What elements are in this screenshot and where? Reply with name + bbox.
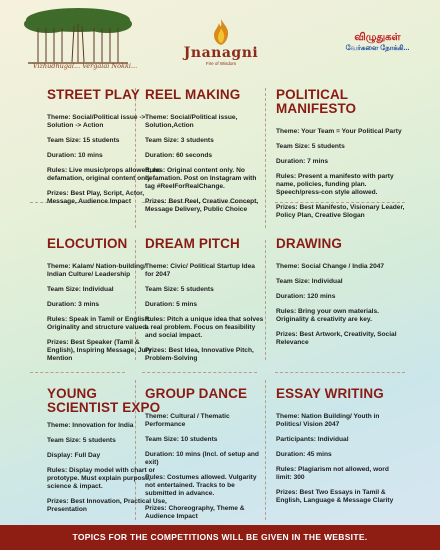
competition-rules: Rules: Plagiarism not allowed, word limit: 300: [276, 466, 389, 481]
competition-title: REEL MAKING: [145, 87, 241, 102]
competition-theme: Theme: Nation Building/ Youth in Politics/ Vision 2047: [276, 413, 380, 428]
competition-title: POLITICAL MANIFESTO: [276, 87, 357, 116]
jnanagni-logo: [176, 18, 266, 76]
tamil-logo: [330, 32, 425, 54]
competition-essay-writing: [276, 387, 401, 512]
competition-theme: Theme: Social/Political issue, Solution,Action: [145, 114, 238, 129]
competition-title: STREET PLAY: [47, 87, 140, 102]
competition-team-size: Team Size: 15 students: [47, 137, 120, 144]
competitions-grid: [30, 80, 420, 525]
competition-rules: Rules: Original content only. No defamation. Post on Instagram with tag #ReelForRealChange.: [145, 167, 257, 190]
competition-team-size: Team Size: 10 students: [145, 436, 218, 443]
competition-team-size: Team Size: 3 students: [145, 137, 214, 144]
competition-duration: Duration: 3 mins: [47, 301, 100, 308]
competition-theme: Theme: Social Change / India 2047: [276, 263, 385, 270]
divider: [265, 88, 266, 228]
competition-team-size: Team Size: 5 students: [276, 143, 345, 150]
competition-team-size: Team Size: 5 students: [47, 437, 116, 444]
competition-theme: Theme: Innovation for India: [47, 422, 134, 429]
competition-duration: Duration: 10 mins (Incl. of setup and exit): [145, 451, 259, 466]
divider: [265, 380, 266, 520]
competition-rules: Rules: Display model with chart or prototype. Must explain purpose, science & impact.: [47, 467, 156, 490]
divider: [30, 372, 125, 373]
competition-duration: Duration: 10 mins: [47, 152, 103, 159]
competition-duration: Duration: 60 seconds: [145, 152, 213, 159]
competition-rules: Rules: Bring your own materials. Originality & creativity are key.: [276, 308, 379, 323]
competition-title: DRAWING: [276, 236, 342, 251]
brand-name: Jnanagni: [183, 45, 259, 61]
competition-theme: Theme: Your Team = Your Political Party: [276, 128, 402, 135]
competition-rules: Rules: Speak in Tamil or English. Originality and structure valued.: [47, 316, 151, 331]
flame-icon: [210, 18, 232, 46]
tree-caption: Vizhudhugal... Vergalai Nokki...: [32, 62, 138, 70]
competition-prizes: Prizes: Best Artwork, Creativity, Social Relevance: [276, 331, 397, 346]
brand-tagline: Fire of Wisdom: [205, 61, 237, 66]
divider: [142, 372, 257, 373]
competition-prizes: Prizes: Best Innovation, Practical Use, Presentation: [47, 498, 167, 513]
competition-dream-pitch: [145, 237, 265, 370]
competition-theme: Theme: Cultural / Thematic Performance: [145, 413, 230, 428]
banyan-tree-logo: [18, 6, 138, 66]
competition-theme: Theme: Social/Political issue -> Solution -> Action: [47, 114, 146, 129]
competition-rules: Rules: Live music/props allowed, no defamation, original content only: [47, 167, 161, 182]
competition-political-manifesto: [276, 88, 406, 227]
competition-prizes: Prizes: Choreography, Theme & Audience Impact: [145, 505, 245, 520]
tamil-logo-line-2: வேர்களை நோக்கி...: [345, 45, 410, 52]
footer-banner: TOPICS FOR THE COMPETITIONS WILL BE GIVEN IN THE WEBSITE.: [0, 525, 440, 550]
competition-duration: Duration: 120 mins: [276, 293, 336, 300]
competition-title: ESSAY WRITING: [276, 386, 384, 401]
competition-prizes: Prizes: Best Manifesto, Visionary Leader, Policy Plan, Creative Slogan: [276, 204, 405, 219]
competition-title: GROUP DANCE: [145, 386, 248, 401]
competition-duration: Duration: 45 mins: [276, 451, 332, 458]
competition-drawing: [276, 237, 401, 354]
divider: [265, 240, 266, 360]
header: [0, 0, 440, 80]
competition-reel-making: [145, 88, 265, 221]
competition-title: DREAM PITCH: [145, 236, 240, 251]
competition-rules: Rules: Costumes allowed. Vulgarity not entertained. Tracks to be submitted in advance.: [145, 474, 257, 497]
divider: [275, 372, 405, 373]
competition-prizes: Prizes: Best Idea, Innovative Pitch, Problem-Solving: [145, 347, 254, 362]
competition-title: YOUNG SCIENTIST EXPO: [47, 386, 161, 415]
competition-prizes: Prizes: Best Play, Script, Actor, Message, Audience Impact: [47, 190, 145, 205]
competition-team-size: Team Size: Individual: [47, 286, 114, 293]
tamil-logo-line-1: விழுதுகள்: [354, 32, 401, 43]
competition-theme: Theme: Civic/ Political Startup Idea for 2047: [145, 263, 255, 278]
competition-rules: Rules: Present a manifesto with party name, policies, funding plan. Speech/press-con style allowed.: [276, 173, 394, 196]
competition-theme: Theme: Kalam/ Nation-building/ Indian Culture/ Leadership: [47, 263, 146, 278]
competition-title: ELOCUTION: [47, 236, 128, 251]
competition-team-size: Team Size: Individual: [276, 278, 343, 285]
competition-duration: Duration: 5 mins: [145, 301, 198, 308]
competition-prizes: Prizes: Best Two Essays in Tamil & English, Language & Message Clarity: [276, 489, 394, 504]
competition-rules: Rules: Pitch a unique idea that solves a real problem. Focus on feasibility and social impact.: [145, 316, 264, 339]
competition-prizes: Prizes: Best Reel, Creative Concept, Message Delivery, Public Choice: [145, 198, 259, 213]
competition-duration: Duration: 7 mins: [276, 158, 329, 165]
competition-team-size: Team Size: 5 students: [145, 286, 214, 293]
competition-group-dance: [145, 387, 265, 528]
competition-participants: Participants: Individual: [276, 436, 349, 443]
competition-prizes: Prizes: Best Speaker (Tamil & English), Inspiring Message, Jury Mention: [47, 339, 152, 362]
competition-display: Display: Full Day: [47, 452, 101, 459]
